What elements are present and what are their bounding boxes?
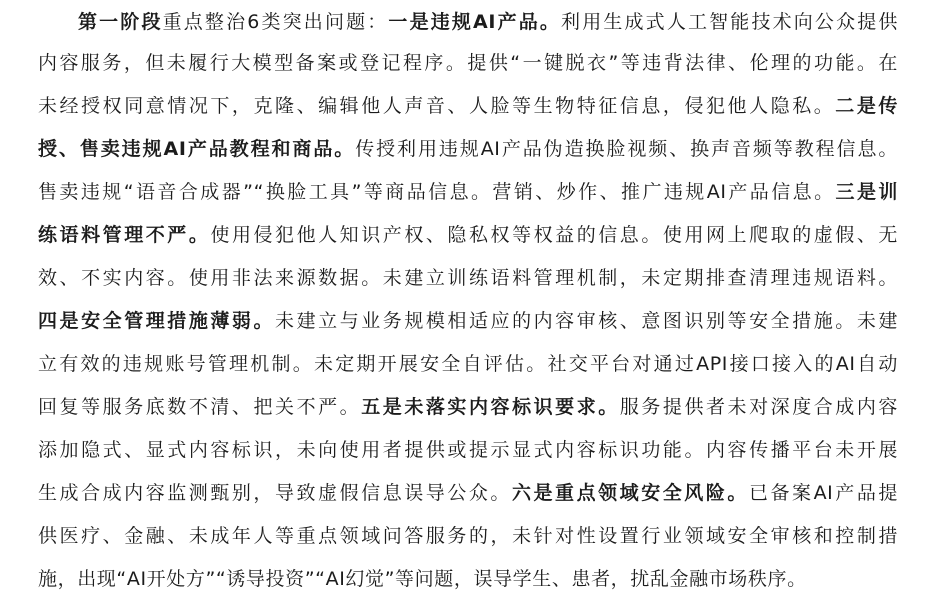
text-run: 添加隐式、显式内容标识，未向使用者提供或提示显式内容标识功能。内容传播平台未开展 [38,439,898,461]
text-run: 服务提供者未对深度合成内容 [619,396,898,418]
text-line [38,0,898,44]
text-run: 传授利用违规AI产品伪造换脸视频、换声音频等教程信息。 [355,138,898,160]
bold-text-run: 六是重点领域安全风险。 [511,482,749,504]
bold-text-run: 四是安全管理措施薄弱。 [38,310,276,332]
text-run: 立有效的违规账号管理机制。未定期开展安全自评估。社交平台对通过API接口接入的AI自动 [38,353,898,375]
text-run: 使用侵犯他人知识产权、隐私权等权益的信息。使用网上爬取的虚假、无 [210,224,898,246]
bold-text-run: 一是违规AI产品。 [388,11,562,33]
text-line [38,385,898,429]
text-run: 利用生成式人工智能技术向公众提供 [561,11,898,33]
text-run: 售卖违规“语音合成器”“换脸工具”等商品信息。营销、炒作、推广违规AI产品信息。 [38,181,836,203]
bold-text-run: 授、售卖违规AI产品教程和商品。 [38,138,356,160]
text-line [38,471,898,515]
bold-text-run: 五是未落实内容标识要求。 [361,396,620,418]
text-line [38,342,898,386]
bold-text-run: 练语料管理不严。 [38,224,211,246]
bold-text-run: 三是训 [835,181,898,203]
text-run: 未建立与业务规模相适应的内容审核、意图识别等安全措施。未建 [275,310,898,332]
text-line [38,41,898,85]
text-line [38,428,898,472]
text-line [38,514,898,558]
text-line [38,557,898,601]
text-line [38,299,898,343]
text-run: 生成合成内容监测甄别，导致虚假信息误导公众。 [38,482,512,504]
text-line [38,170,898,214]
text-line [38,84,898,128]
text-run: 供医疗、金融、未成年人等重点领域问答服务的，未针对性设置行业领域安全审核和控制措 [38,525,898,547]
bold-text-run: 二是传 [835,95,898,117]
text-run: 未经授权同意情况下，克隆、编辑他人声音、人脸等生物特征信息，侵犯他人隐私。 [38,95,836,117]
text-line [38,127,898,171]
bold-text-run: 第一阶段 [78,11,163,33]
text-line [38,213,898,257]
text-run: 效、不实内容。使用非法来源数据。未建立训练语料管理机制，未定期排查清理违规语料。 [38,267,898,289]
text-run: 内容服务，但未履行大模型备案或登记程序。提供“一键脱衣”等违背法律、伦理的功能。在 [38,52,898,74]
text-run: 已备案AI产品提 [748,482,898,504]
text-run: 回复等服务底数不清、把关不严。 [38,396,362,418]
text-run: 施，出现“AI开处方”“诱导投资”“AI幻觉”等问题，误导学生、患者，扰乱金融市场秩序。 [38,568,807,590]
text-line [38,256,898,300]
text-run: 重点整治6类突出问题： [162,11,389,33]
